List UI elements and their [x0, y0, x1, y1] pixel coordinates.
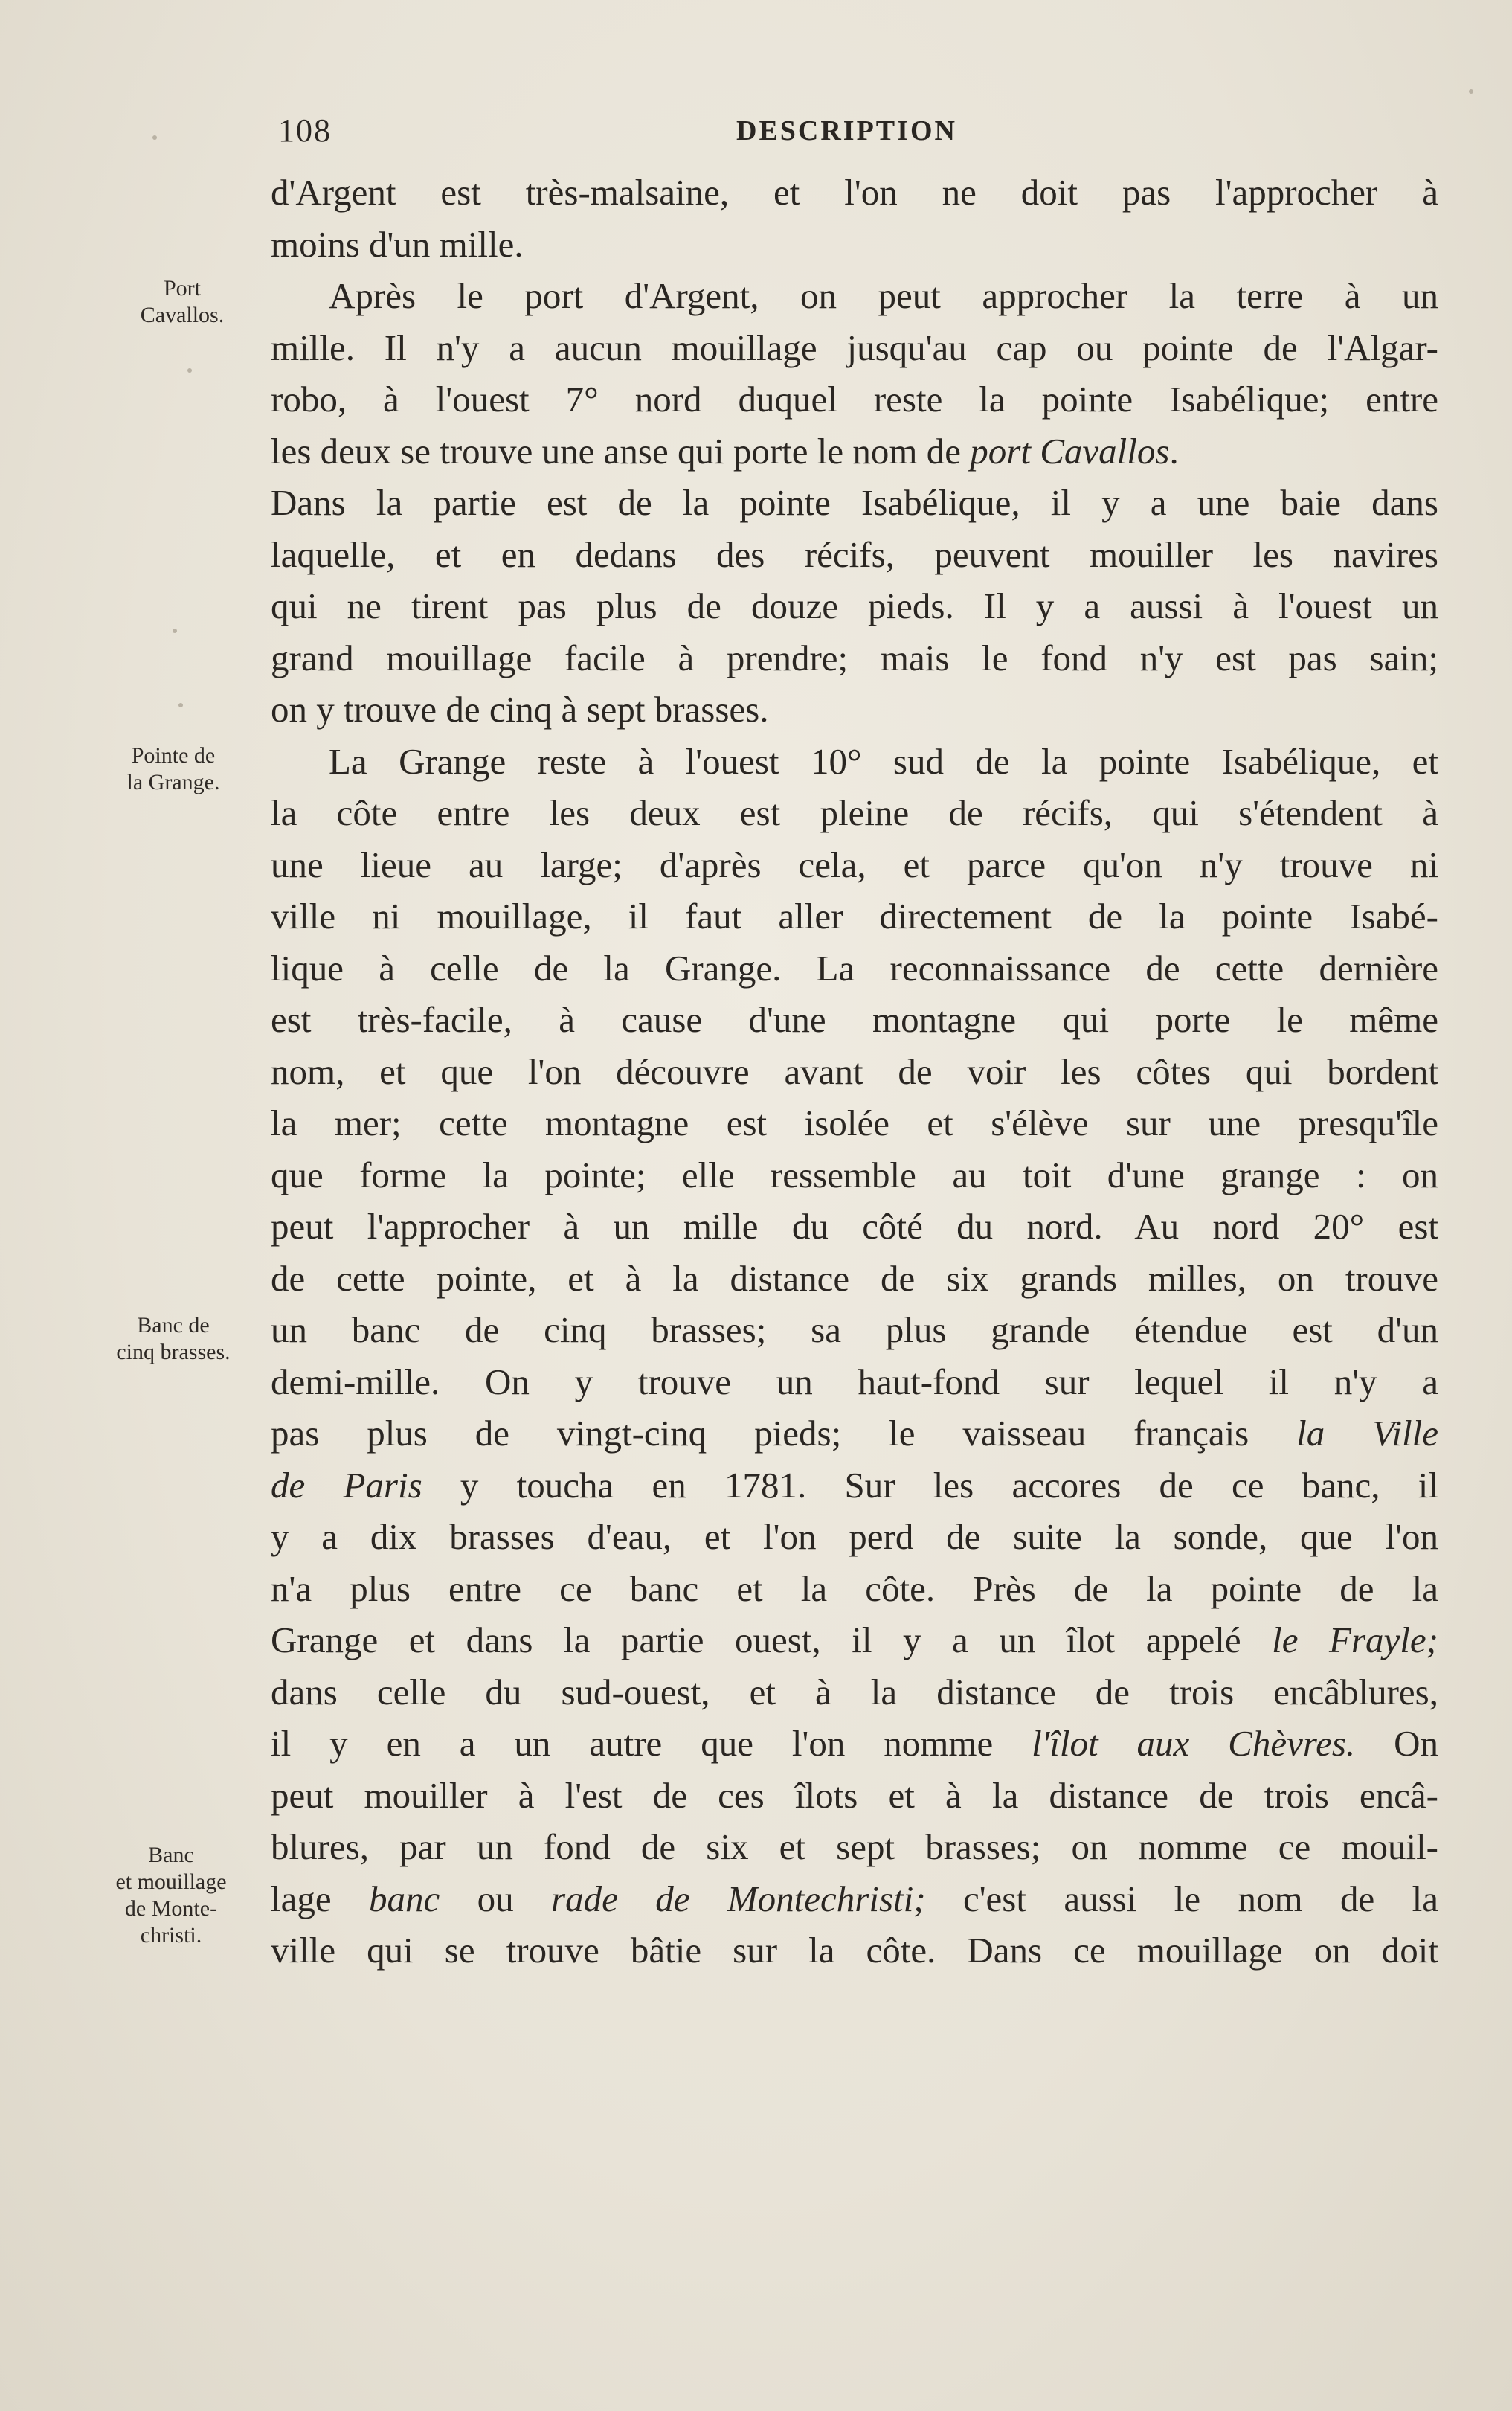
text-line: Dans la partie est de la pointe Isabélique, il y a une baie dans [271, 482, 1438, 523]
text-segment: lage [271, 1878, 369, 1919]
text-line: moins d'un mille. [271, 223, 524, 265]
text-line: une lieue au large; d'après cela, et parce qu'on n'y trouve ni [271, 844, 1438, 885]
margin-note-line: Banc de [137, 1313, 210, 1338]
text-line: peut mouiller à l'est de ces îlots et à la distance de trois encâ- [271, 1774, 1438, 1816]
text-segment: pas plus de vingt-cinq pieds; le vaisseau français [271, 1413, 1297, 1454]
text-segment: ou [440, 1878, 552, 1919]
text-line: mille. Il n'y a aucun mouillage jusqu'au cap ou pointe de l'Algar- [271, 327, 1438, 368]
text-line: blures, par un fond de six et sept brasses; on nomme ce mouil- [271, 1826, 1438, 1867]
text-line: un banc de cinq brasses; sa plus grande étendue est d'un [271, 1309, 1438, 1350]
page-number: 108 [278, 112, 332, 149]
text-line: y a dix brasses d'eau, et l'on perd de suite la sonde, que l'on [271, 1516, 1438, 1557]
margin-note-line: christi. [140, 1923, 202, 1948]
margin-note-line: cinq brasses. [116, 1340, 231, 1364]
body-text [271, 167, 1438, 1977]
margin-note-line: Port [163, 276, 201, 301]
text-line: La Grange reste à l'ouest 10° sud de la pointe Isabélique, et [329, 740, 1438, 782]
text-segment: On [1355, 1723, 1438, 1764]
text-line: lique à celle de la Grange. La reconnaissance de cette dernière [271, 947, 1438, 989]
paper-speck [178, 703, 183, 707]
text-line [271, 426, 1438, 478]
text-segment: Grange et dans la partie ouest, il y a un îlot appelé [271, 1619, 1273, 1660]
text-line: grand mouillage facile à prendre; mais le fond n'y est pas sain; [271, 637, 1438, 678]
italic-term: le Frayle; [1272, 1619, 1438, 1660]
paper-speck [173, 629, 177, 633]
text-line [271, 1407, 1438, 1460]
italic-term: port Cavallos [970, 430, 1170, 472]
text-segment: il y en a un autre que l'on nomme [271, 1723, 1032, 1764]
text-line: peut l'approcher à un mille du côté du nord. Au nord 20° est [271, 1206, 1438, 1247]
text-line: laquelle, et en dedans des récifs, peuvent mouiller les navires [271, 533, 1438, 575]
text-line: n'a plus entre ce banc et la côte. Près de la pointe de la [271, 1567, 1438, 1609]
italic-term: l'îlot aux Chèvres. [1032, 1723, 1356, 1764]
text-segment: . [1169, 430, 1179, 472]
text-line: ville ni mouillage, il faut aller directement de la pointe Isabé- [271, 896, 1438, 937]
page-header [278, 112, 1438, 156]
text-line: d'Argent est très-malsaine, et l'on ne doit pas l'approcher à [271, 172, 1438, 213]
margin-note-line: de Monte- [124, 1896, 218, 1921]
italic-term: de Paris [271, 1464, 422, 1506]
text-line: nom, et que l'on découvre avant de voir les côtes qui bordent [271, 1050, 1438, 1092]
margin-note-pointe-de-la-grange [88, 742, 259, 796]
margin-note-banc-de-cinq-brasses [88, 1312, 259, 1366]
text-line: est très-facile, à cause d'une montagne qui porte le même [271, 999, 1438, 1040]
italic-term: rade de Montechristi; [551, 1878, 926, 1919]
margin-note-line: et mouillage [115, 1869, 227, 1894]
margin-note-banc-et-mouillage [86, 1842, 257, 1949]
margin-note-port-cavallos [97, 275, 268, 329]
text-line [271, 1873, 1438, 1925]
text-line [271, 1718, 1438, 1770]
text-line: demi-mille. On y trouve un haut-fond sur lequel il n'y a [271, 1361, 1438, 1402]
italic-term: banc [369, 1878, 440, 1919]
paper-speck [187, 368, 192, 373]
text-line: Après le port d'Argent, on peut approcher la terre à un [329, 275, 1438, 316]
paper-speck [152, 135, 157, 140]
text-line: la mer; cette montagne est isolée et s'élève sur une presqu'île [271, 1102, 1438, 1143]
margin-note-line: la Grange. [126, 770, 220, 794]
text-line: de cette pointe, et à la distance de six grands milles, on trouve [271, 1257, 1438, 1299]
running-title: DESCRIPTION [736, 115, 957, 147]
text-line: la côte entre les deux est pleine de récifs, qui s'étendent à [271, 792, 1438, 833]
margin-note-line: Banc [148, 1843, 194, 1867]
text-line: on y trouve de cinq à sept brasses. [271, 689, 769, 730]
text-line: ville qui se trouve bâtie sur la côte. Dans ce mouillage on doit [271, 1930, 1438, 1971]
italic-term: la Ville [1296, 1413, 1438, 1454]
text-segment: c'est aussi le nom de la [925, 1878, 1438, 1919]
text-line: dans celle du sud-ouest, et à la distance de trois encâblures, [271, 1671, 1438, 1712]
text-line [271, 1460, 1438, 1512]
text-line [271, 1614, 1438, 1666]
margin-note-line: Cavallos. [140, 303, 225, 327]
text-segment: les deux se trouve une anse qui porte le nom de [271, 430, 971, 472]
text-line: que forme la pointe; elle ressemble au toit d'une grange : on [271, 1154, 1438, 1195]
text-line: qui ne tirent pas plus de douze pieds. Il y a aussi à l'ouest un [271, 585, 1438, 626]
text-line: robo, à l'ouest 7° nord duquel reste la pointe Isabélique; entre [271, 379, 1438, 420]
paper-speck [1469, 89, 1473, 94]
text-segment: y toucha en 1781. Sur les accores de ce banc, il [422, 1464, 1438, 1506]
margin-note-line: Pointe de [131, 743, 216, 768]
